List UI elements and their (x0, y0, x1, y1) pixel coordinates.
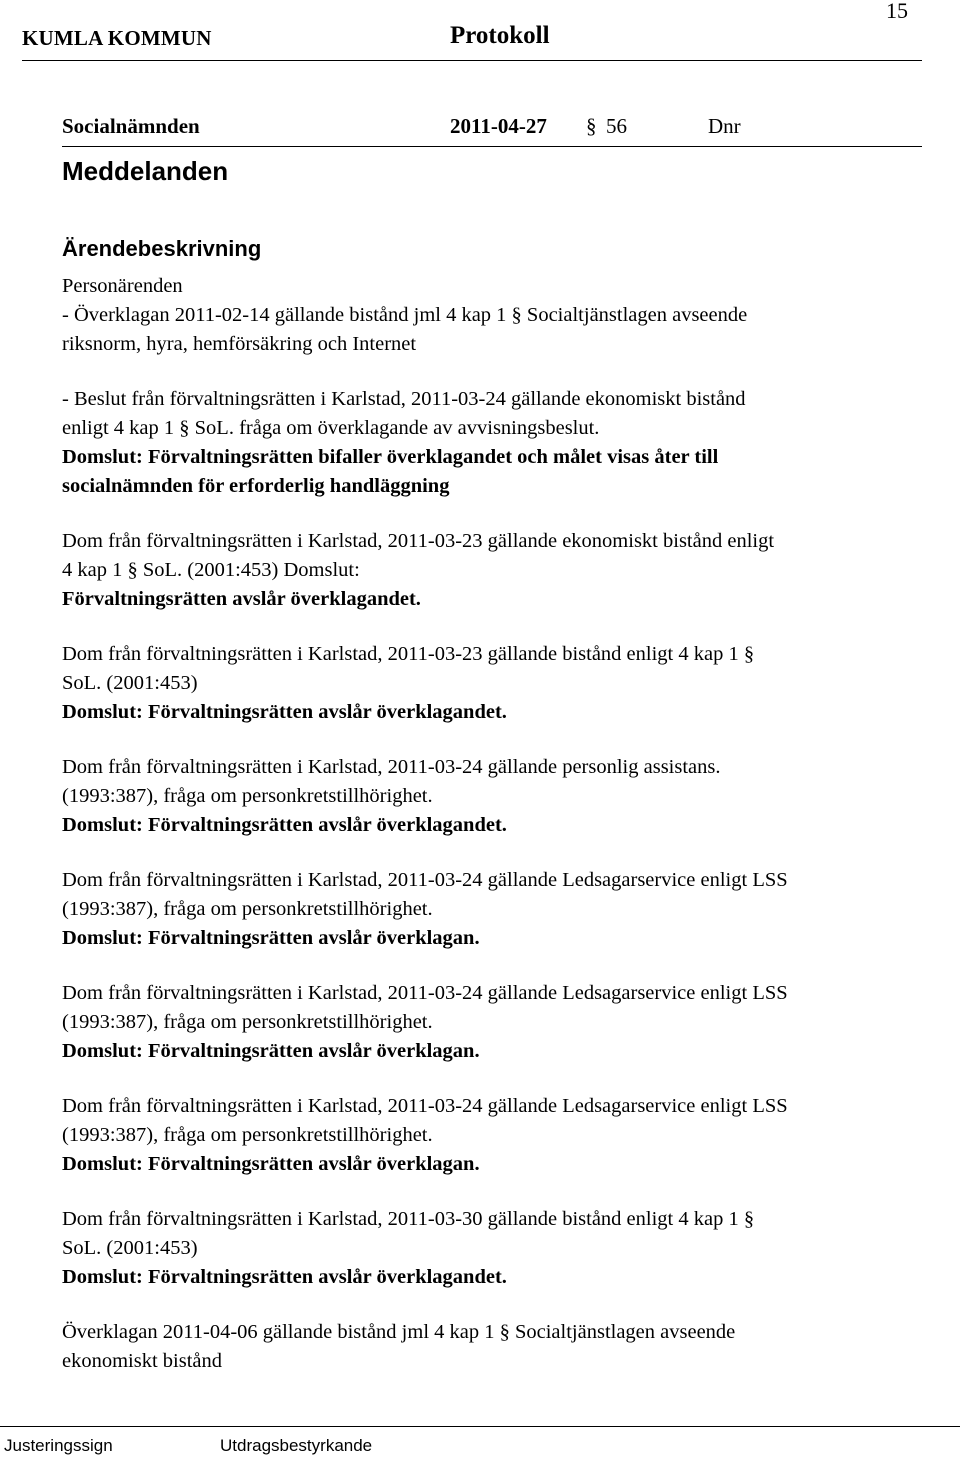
body-line: Dom från förvaltningsrätten i Karlstad, 2011-03-24 gällande Ledsagarservice enligt LSS (62, 869, 788, 891)
justification-signature-label: Justeringssign (4, 1436, 113, 1455)
body-line: Dom från förvaltningsrätten i Karlstad, 2011-03-24 gällande Ledsagarservice enligt LSS (62, 982, 788, 1004)
section-heading: Ärendebeskrivning (62, 236, 262, 261)
body-line: 4 kap 1 § SoL. (2001:453) Domslut: (62, 559, 360, 581)
page-title: Meddelanden (62, 156, 229, 186)
board-name: Socialnämnden (62, 114, 200, 138)
body-line: SoL. (2001:453) (62, 1237, 198, 1259)
body-line: Dom från förvaltningsrätten i Karlstad, 2011-03-23 gällande ekonomiskt bistånd enligt (62, 530, 775, 552)
dnr-label: Dnr (708, 114, 741, 138)
verdict-line: Domslut: Förvaltningsrätten avslår överklagandet. (62, 1266, 507, 1288)
body-line: (1993:387), fråga om personkretstillhörighet. (62, 898, 433, 920)
body-line: Dom från förvaltningsrätten i Karlstad, 2011-03-24 gällande Ledsagarservice enligt LSS (62, 1095, 788, 1117)
body-line: - Överklagan 2011-02-14 gällande bistånd jml 4 kap 1 § Socialtjänstlagen avseende (62, 304, 748, 326)
verdict-line: Domslut: Förvaltningsrätten avslår överklagan. (62, 1040, 480, 1062)
document-header (22, 20, 922, 61)
verdict-line: Domslut: Förvaltningsrätten avslår överklagan. (62, 927, 480, 949)
body-line: ekonomiskt bistånd (62, 1350, 223, 1372)
verdict-line: Domslut: Förvaltningsrätten bifaller överklagandet och målet visas åter till (62, 446, 719, 468)
body-line: SoL. (2001:453) (62, 672, 198, 694)
body-line: Överklagan 2011-04-06 gällande bistånd jml 4 kap 1 § Socialtjänstlagen avseende (62, 1321, 736, 1343)
document-type: Protokoll (450, 22, 550, 49)
body-line: Dom från förvaltningsrätten i Karlstad, 2011-03-23 gällande bistånd enligt 4 kap 1 § (62, 643, 755, 665)
body-line: enligt 4 kap 1 § SoL. fråga om överklagande av avvisningsbeslut. (62, 417, 600, 439)
body-line: (1993:387), fråga om personkretstillhörighet. (62, 785, 433, 807)
verdict-line: Domslut: Förvaltningsrätten avslår överklagandet. (62, 701, 507, 723)
verdict-line: Förvaltningsrätten avslår överklagandet. (62, 588, 421, 610)
body-line: Dom från förvaltningsrätten i Karlstad, 2011-03-24 gällande personlig assistans. (62, 756, 721, 778)
page-number: 15 (886, 0, 908, 23)
verdict-line: Domslut: Förvaltningsrätten avslår överklagandet. (62, 814, 507, 836)
paragraph-number: 56 (606, 114, 627, 138)
body-line: Personärenden (62, 275, 183, 297)
body-line: Dom från förvaltningsrätten i Karlstad, 2011-03-30 gällande bistånd enligt 4 kap 1 § (62, 1208, 755, 1230)
extract-certification-label: Utdragsbestyrkande (220, 1436, 373, 1455)
section-sign: § (586, 114, 597, 138)
meeting-info-line (62, 110, 922, 147)
signature-footer (0, 1426, 960, 1457)
body-line: (1993:387), fråga om personkretstillhörighet. (62, 1124, 433, 1146)
verdict-line: Domslut: Förvaltningsrätten avslår överklagan. (62, 1153, 480, 1175)
body-line: riksnorm, hyra, hemförsäkring och Internet (62, 333, 417, 355)
organization-name: KUMLA KOMMUN (22, 26, 212, 50)
body-line: (1993:387), fråga om personkretstillhörighet. (62, 1011, 433, 1033)
meeting-date: 2011-04-27 (450, 114, 547, 138)
verdict-line: socialnämnden för erforderlig handläggning (62, 475, 450, 497)
body-line: - Beslut från förvaltningsrätten i Karlstad, 2011-03-24 gällande ekonomiskt bistånd (62, 388, 746, 410)
protocol-body (62, 272, 922, 1376)
